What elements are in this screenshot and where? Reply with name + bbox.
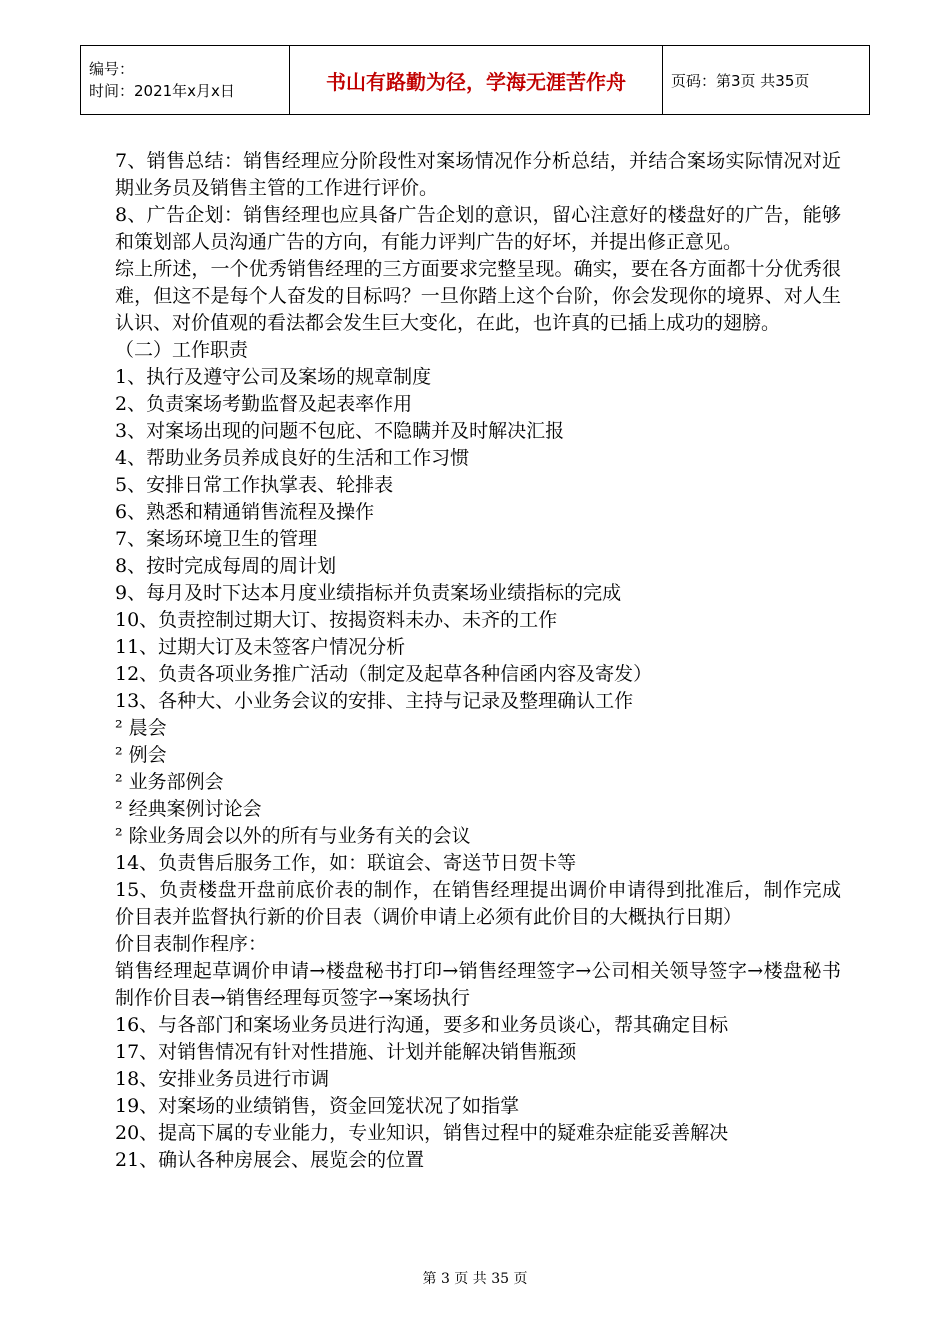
time-label: 时间：2021年x月x日 bbox=[89, 82, 235, 100]
duty-item: 17、对销售情况有针对性措施、计划并能解决销售瓶颈 bbox=[115, 1041, 577, 1063]
duty-item: 11、过期大订及未签客户情况分析 bbox=[115, 636, 406, 658]
duty-item: 18、安排业务员进行市调 bbox=[115, 1068, 330, 1090]
duty-item: 14、负责售后服务工作，如：联谊会、寄送节日贺卡等 bbox=[115, 852, 577, 874]
duty-item: 12、负责各项业务推广活动（制定及起草各种信函内容及寄发） bbox=[115, 663, 653, 685]
duty-item: 1、执行及遵守公司及案场的规章制度 bbox=[115, 366, 432, 388]
document-body bbox=[115, 148, 841, 1174]
page-footer: 第 3 页 共 35 页 bbox=[422, 1271, 528, 1287]
number-label: 编号： bbox=[89, 60, 135, 78]
duty-item: 16、与各部门和案场业务员进行沟通，要多和业务员谈心，帮其确定目标 bbox=[115, 1014, 729, 1036]
duty-item: 2、负责案场考勤监督及起表率作用 bbox=[115, 393, 413, 415]
duty-item: 6、熟悉和精通销售流程及操作 bbox=[115, 501, 375, 523]
meeting-item: ² 业务部例会 bbox=[115, 771, 224, 793]
duty-item: 13、各种大、小业务会议的安排、主持与记录及整理确认工作 bbox=[115, 690, 634, 712]
procedure-text: 销售经理起草调价申请→楼盘秘书打印→销售经理签字→公司相关领导签字→楼盘秘书制作价目表→销售经理每页签字→案场执行 bbox=[115, 960, 841, 1009]
section-title: （二）工作职责 bbox=[115, 339, 249, 361]
duty-item: 5、安排日常工作执掌表、轮排表 bbox=[115, 474, 394, 496]
paragraph: 7、销售总结：销售经理应分阶段性对案场情况作分析总结，并结合案场实际情况对近期业务员及销售主管的工作进行评价。 bbox=[115, 150, 841, 199]
meeting-item: ² 晨会 bbox=[115, 717, 167, 739]
meeting-item: ² 经典案例讨论会 bbox=[115, 798, 262, 820]
paragraph: 8、广告企划：销售经理也应具备广告企划的意识，留心注意好的楼盘好的广告，能够和策划部人员沟通广告的方向，有能力评判广告的好坏，并提出修正意见。 bbox=[115, 204, 841, 253]
duty-item: 20、提高下属的专业能力，专业知识，销售过程中的疑难杂症能妥善解决 bbox=[115, 1122, 729, 1144]
duty-item: 19、对案场的业绩销售，资金回笼状况了如指掌 bbox=[115, 1095, 520, 1117]
duty-item: 15、负责楼盘开盘前底价表的制作，在销售经理提出调价申请得到批准后，制作完成价目表并监督执行新的价目表（调价申请上必须有此价目的大概执行日期） bbox=[115, 879, 841, 928]
duty-item: 7、案场环境卫生的管理 bbox=[115, 528, 318, 550]
duty-item: 4、帮助业务员养成良好的生活和工作习惯 bbox=[115, 447, 470, 469]
header-meta bbox=[81, 46, 290, 115]
meeting-item: ² 例会 bbox=[115, 744, 167, 766]
paragraph: 综上所述，一个优秀销售经理的三方面要求完整呈现。确实，要在各方面都十分优秀很难，但这不是每个人奋发的目标吗？一旦你踏上这个台阶，你会发现你的境界、对人生认识、对价值观的看法都会发生巨大变化，在此，也许真的已插上成功的翅膀。 bbox=[115, 258, 841, 334]
duty-item: 9、每月及时下达本月度业绩指标并负责案场业绩指标的完成 bbox=[115, 582, 622, 604]
duty-item: 10、负责控制过期大订、按揭资料未办、未齐的工作 bbox=[115, 609, 558, 631]
duty-item: 8、按时完成每周的周计划 bbox=[115, 555, 337, 577]
meeting-item: ² 除业务周会以外的所有与业务有关的会议 bbox=[115, 825, 471, 847]
duty-item: 3、对案场出现的问题不包庇、不隐瞒并及时解决汇报 bbox=[115, 420, 565, 442]
header-page-info: 页码：第3页 共35页 bbox=[663, 46, 870, 115]
document-header bbox=[80, 45, 870, 115]
duty-item: 21、确认各种房展会、展览会的位置 bbox=[115, 1149, 425, 1171]
procedure-title: 价目表制作程序： bbox=[115, 933, 268, 955]
header-motto: 书山有路勤为径，学海无涯苦作舟 bbox=[290, 46, 663, 115]
